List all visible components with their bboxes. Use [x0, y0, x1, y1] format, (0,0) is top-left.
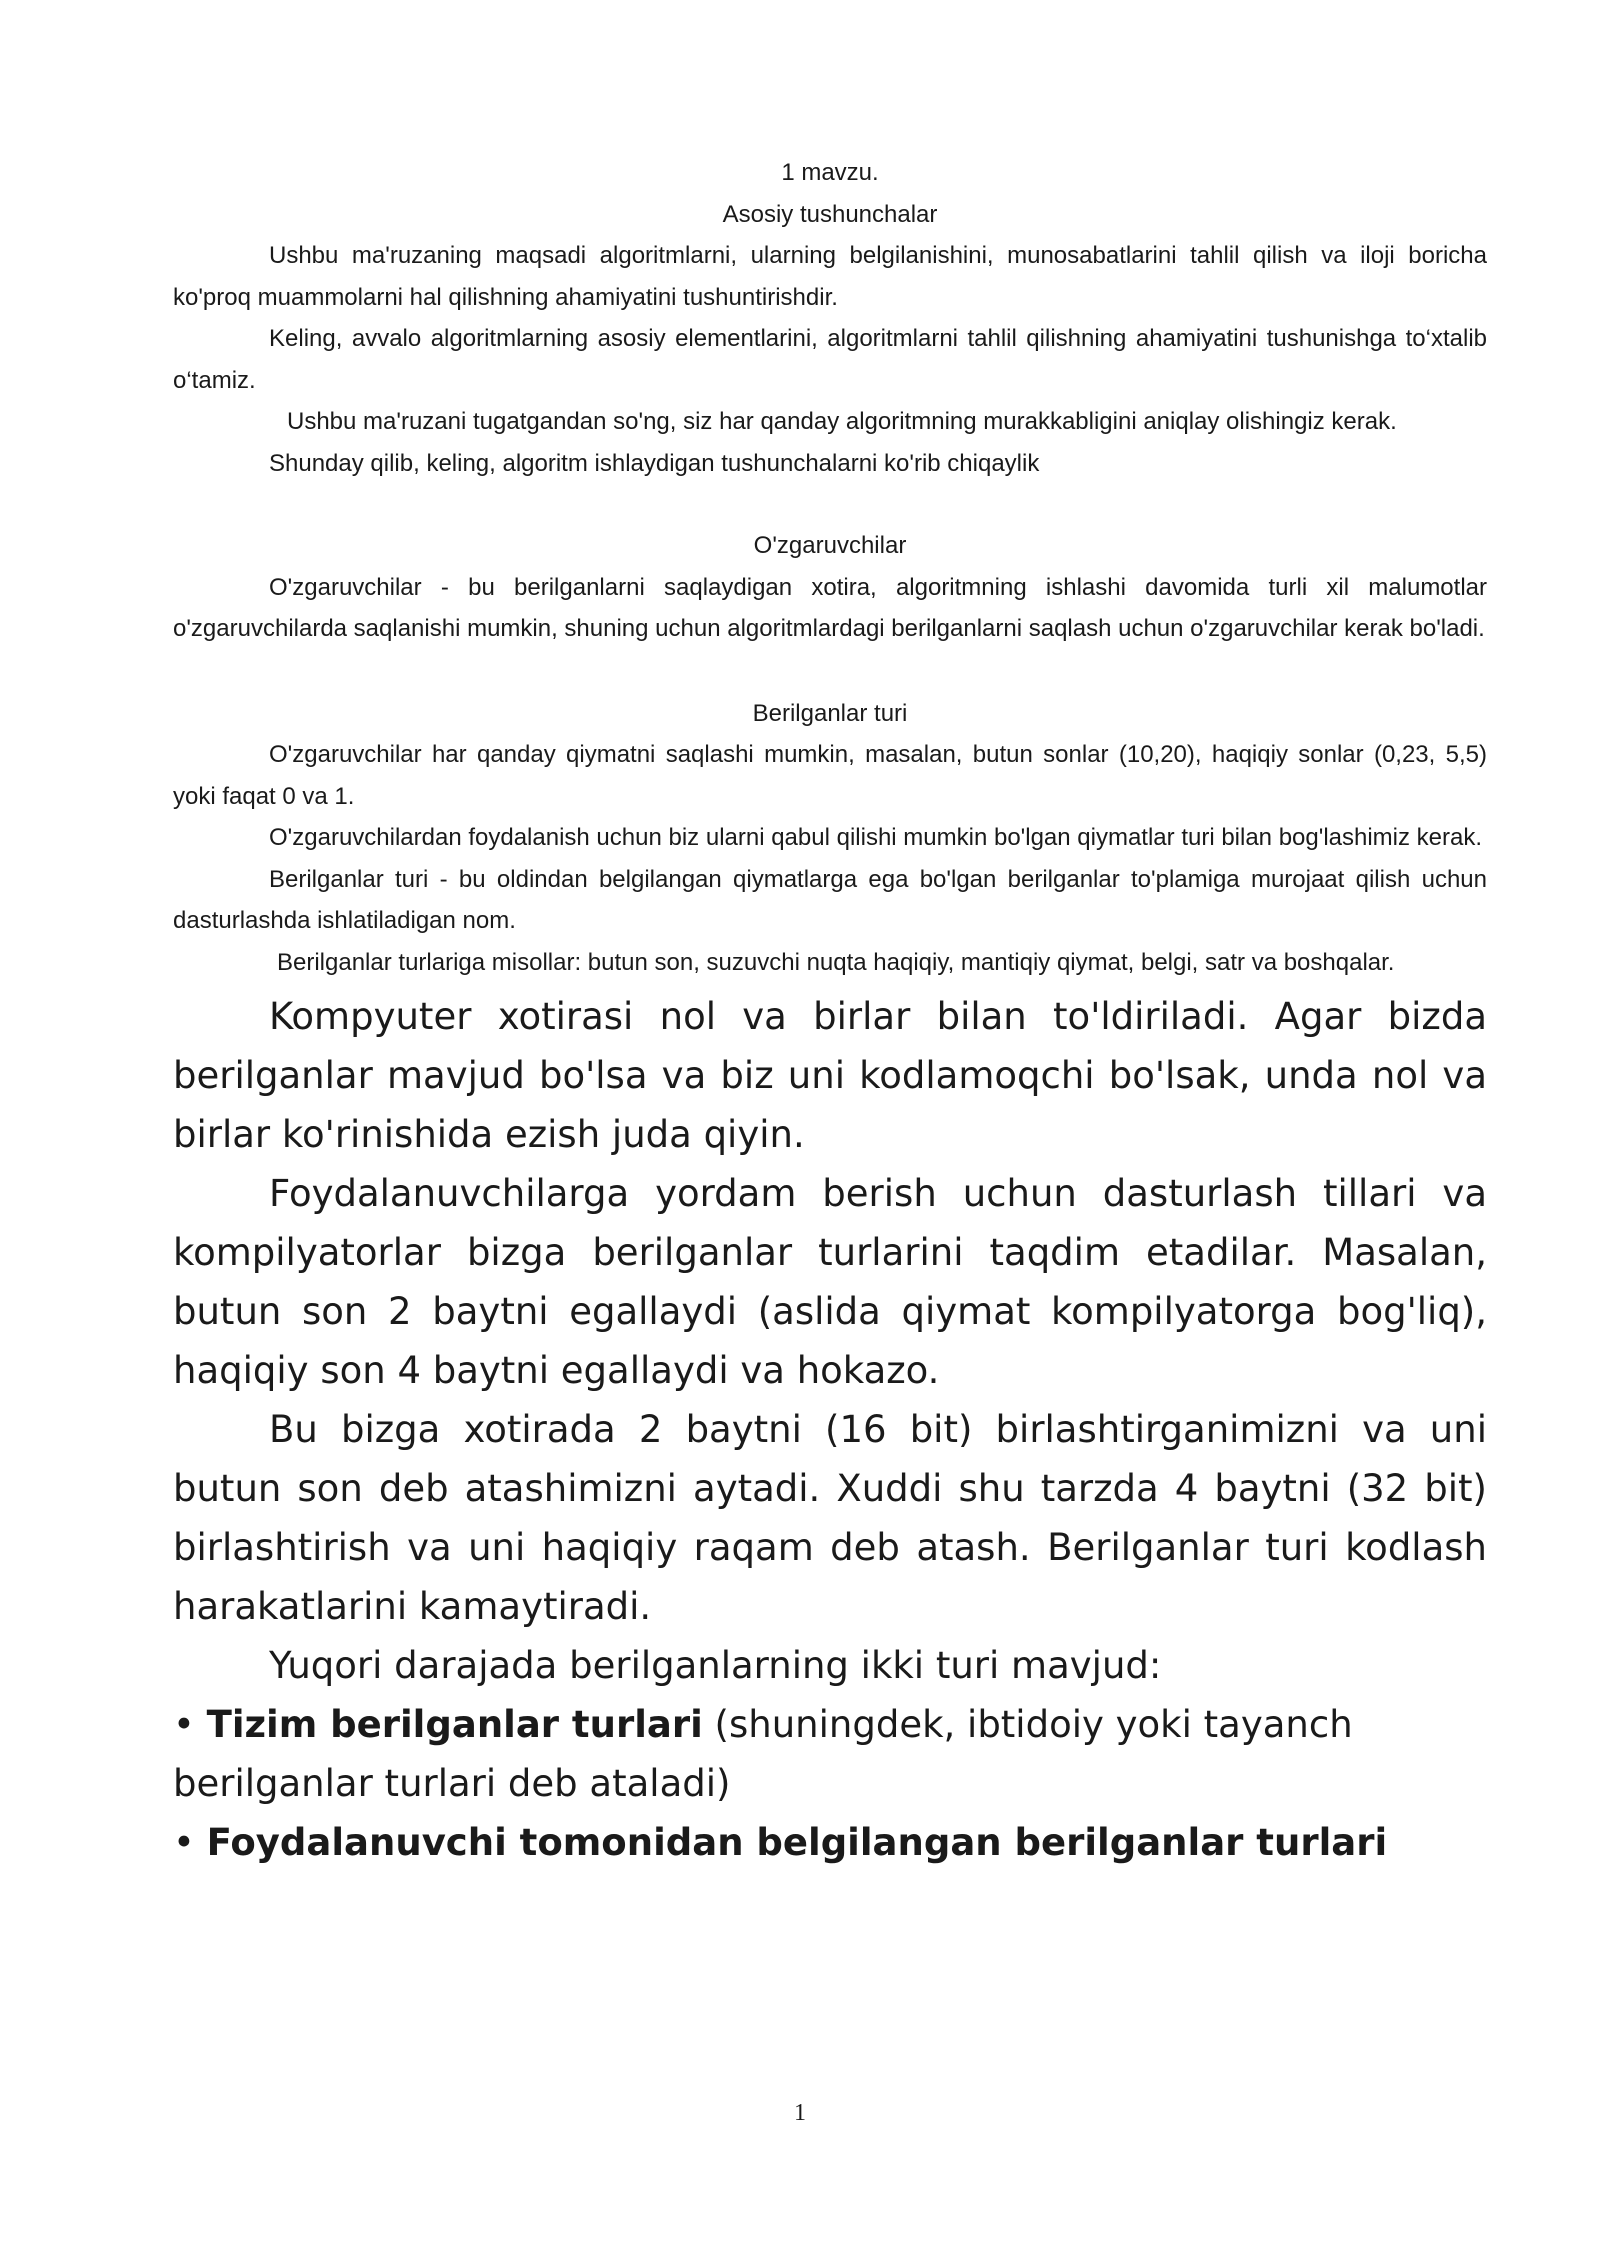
- bullet-text: (shuningdek, ibtidoiy yoki tayanch berilganlar turlari deb ataladi): [173, 1703, 1353, 1805]
- bullet-bold-text: Foydalanuvchi tomonidan belgilangan berilganlar turlari: [206, 1821, 1388, 1864]
- section-heading-data-types: Berilganlar turi: [752, 699, 908, 727]
- large-paragraph: Yuqori darajada berilganlarning ikki turi mavjud:: [269, 1644, 1162, 1687]
- data-types-paragraph: Berilganlar turlariga misollar: butun son, suzuvchi nuqta haqiqiy, mantiqiy qiymat, belgi, satr va boshqalar.: [277, 948, 1395, 976]
- bullet-item-user-types: [173, 1813, 1487, 1872]
- lecture-number: 1 mavzu.: [781, 159, 879, 186]
- spacer: [173, 484, 1487, 525]
- spacer: [173, 650, 1487, 693]
- large-paragraph: Foydalanuvchilarga yordam berish uchun dasturlash tillari va kompilyatorlar bizga berilganlar turlarini taqdim etadilar. Masalan, butun son 2 baytni egallaydi (aslida qiymat kompilyatorga bog'liq), haqiqiy son 4 baytni egallaydi va hokazo.: [173, 1172, 1487, 1392]
- lecture-title: Asosiy tushunchalar: [722, 200, 938, 228]
- intro-paragraph: Ushbu ma'ruzani tugatgandan so'ng, siz har qanday algoritmning murakkabligini aniqlay olishingiz kerak.: [287, 408, 1397, 435]
- data-types-paragraph: O'zgaruvchilardan foydalanish uchun biz ularni qabul qilishi mumkin bo'lgan qiymatlar turi bilan bog'lashimiz kerak.: [269, 824, 1483, 851]
- large-paragraph: Kompyuter xotirasi nol va birlar bilan to'ldiriladi. Agar bizda berilganlar mavjud bo'lsa va biz uni kodlamoqchi bo'lsak, unda nol va birlar ko'rinishida ezish juda qiyin.: [173, 995, 1487, 1156]
- data-types-paragraph: O'zgaruvchilar har qanday qiymatni saqlashi mumkin, masalan, butun sonlar (10,20), haqiqiy sonlar (0,23, 5,5) yoki faqat 0 va 1.: [173, 741, 1487, 810]
- intro-paragraph: Keling, avvalo algoritmlarning asosiy elementlarini, algoritmlarni tahlil qilishning ahamiyatini tushunishga to‘xtalib o‘tamiz.: [173, 325, 1487, 394]
- intro-paragraph: Ushbu ma'ruzaning maqsadi algoritmlarni, ularning belgilanishini, munosabatlarini tahlil qilish va iloji boricha ko'proq muammolarni hal qilishning ahamiyatini tushuntirishdir.: [173, 242, 1487, 311]
- page-number: 1: [794, 2100, 806, 2126]
- bullet-item-system-types: [173, 1695, 1487, 1813]
- large-text-section: [173, 987, 1487, 1872]
- intro-section: [173, 152, 1487, 983]
- bullet-bold-text: Tizim berilganlar turlari: [206, 1703, 703, 1746]
- intro-paragraph: Shunday qilib, keling, algoritm ishlaydigan tushunchalarni ko'rib chiqaylik: [269, 449, 1040, 477]
- bullet-marker: •: [173, 1821, 195, 1864]
- section-heading-variables: O'zgaruvchilar: [753, 532, 907, 559]
- bullet-marker: •: [173, 1703, 195, 1746]
- large-paragraph: Bu bizga xotirada 2 baytni (16 bit) birlashtirganimizni va uni butun son deb atashimizni aytadi. Xuddi shu tarzda 4 baytni (32 bit) birlashtirish va uni haqiqiy raqam deb atash. Berilganlar turi kodlash harakatlarini kamaytiradi.: [173, 1408, 1487, 1628]
- variables-paragraph: O'zgaruvchilar - bu berilganlarni saqlaydigan xotira, algoritmning ishlashi davomida turli xil malumotlar o'zgaruvchilarda saqlanishi mumkin, shuning uchun algoritmlardagi berilganlarni saqlash uchun o'zgaruvchilar kerak bo'ladi.: [173, 573, 1487, 642]
- page-content: [173, 152, 1487, 1872]
- data-types-paragraph: Berilganlar turi - bu oldindan belgilangan qiymatlarga ega bo'lgan berilganlar to'plamiga murojaat qilish uchun dasturlashda ishlatiladigan nom.: [173, 865, 1487, 934]
